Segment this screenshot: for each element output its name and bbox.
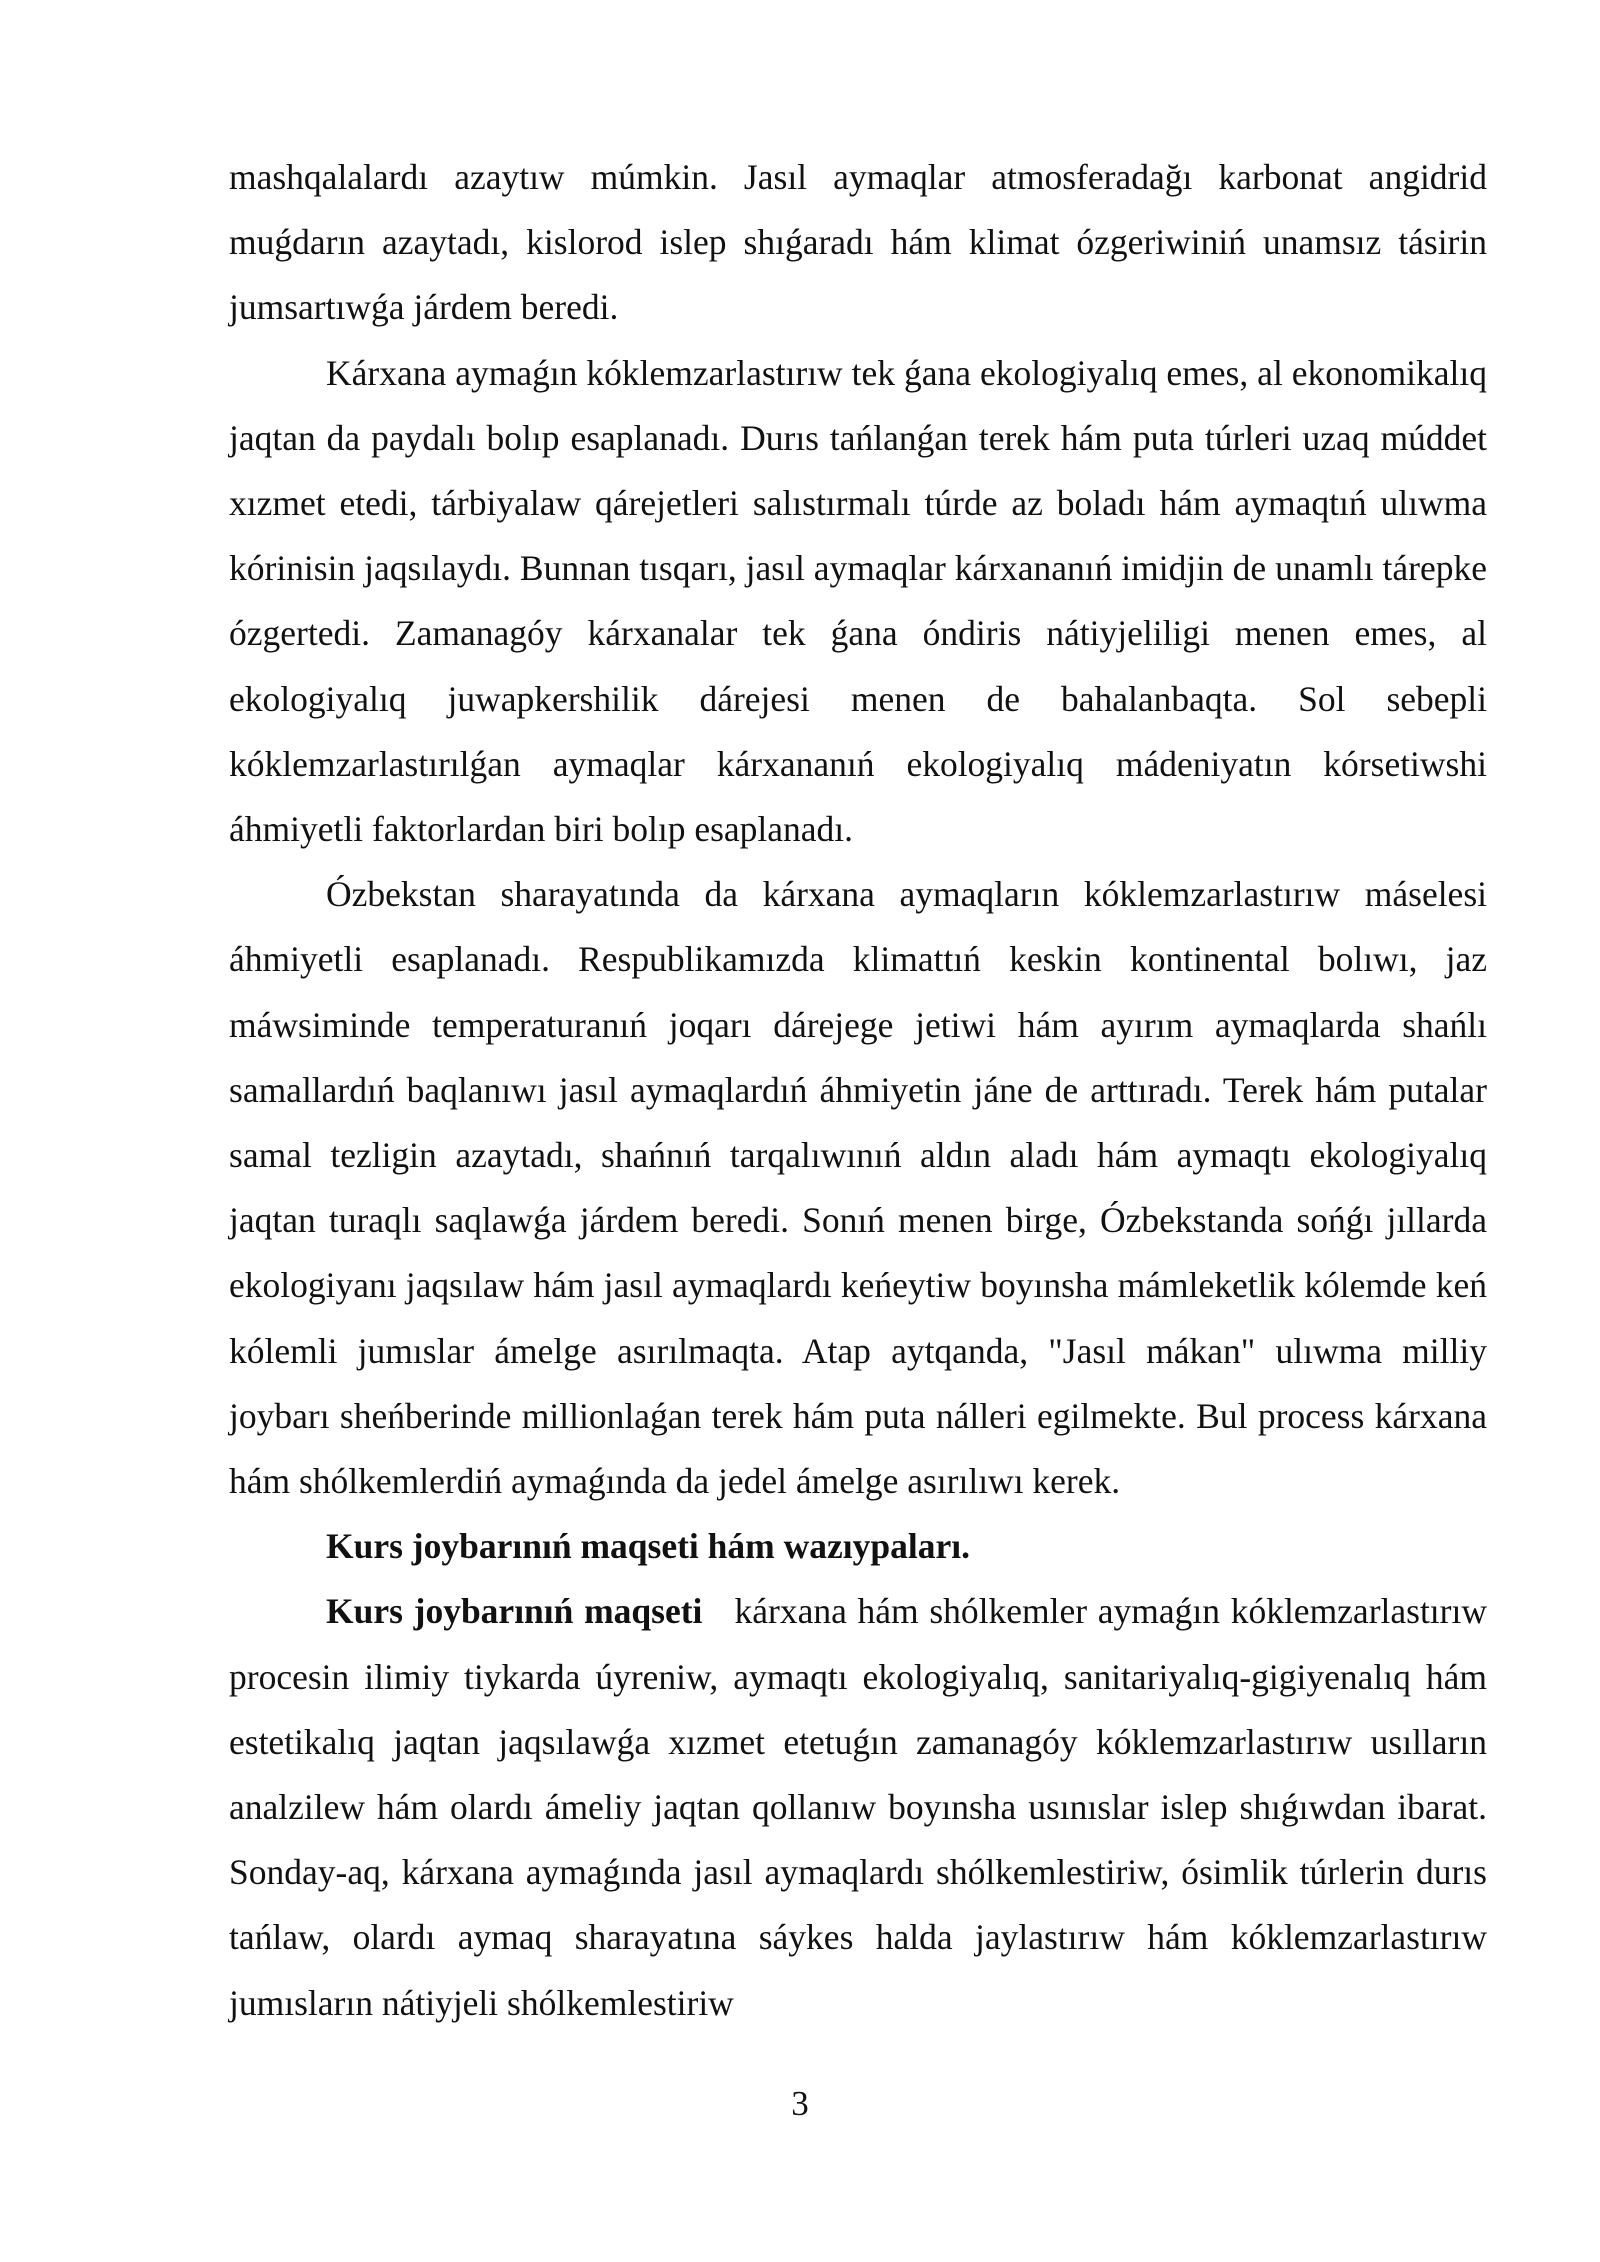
paragraph-continued: mashqalalardı azaytıw múmkin. Jasıl aymaqlar atmosferadağı karbonat angidrid muǵdarın azaytadı, kislorod islep shıǵaradı hám klimat ózgeriwiniń unamsız tásirin jumsartıwǵa járdem beredi. <box>229 157 1487 328</box>
paragraph-uzbekistan-conditions: Ózbekstan sharayatında da kárxana aymaqların kóklemzarlastırıw máselesi áhmiyetli esaplanadı. Respublikamızda klimattıń keskin kontinental bolıwı, jaz máwsiminde temperaturanıń joqarı dárejege jetiwi hám ayırım aymaqlarda shańlı samallardıń baqlanıwı jasıl aymaqlardıń áhmiyetin jáne de arttıradı. Terek hám putalar samal tezligin azaytadı, shańnıń tarqalıwınıń aldın aladı hám aymaqtı ekologiyalıq jaqtan turaqlı saqlawǵa járdem beredi. Sonıń menen birge, Ózbekstanda sońǵı jıllarda ekologiyanı jaqsılaw hám jasıl aymaqlardı keńeytiw boyınsha mámleketlik kólemde keń kólemli jumıslar ámelge asırılmaqta. Atap aytqanda, "Jasıl mákan" ulıwma milliy joybarı sheńberinde millionlaǵan terek hám puta nálleri egilmekte. Bul process kárxana hám shólkemlerdiń aymaǵında da jedel ámelge asırılıwı kerek. <box>229 874 1487 1502</box>
project-goal-label: Kurs joybarınıń maqseti <box>326 1591 703 1632</box>
paragraph-project-goal <box>229 1579 1487 2035</box>
project-goal-text: kárxana hám shólkemler aymaǵın kóklemzarlastırıw procesin ilimiy tiykarda úyreniw, aymaqtı ekologiyalıq, sanitariyalıq-gigiyenalıq hám estetikalıq jaqtan jaqsılawǵa xızmet etetuǵın zamanagóy kóklemzarlastırıw usılların analzilew hám olardı ámeliy jaqtan qollanıw boyınsha usınıslar islep shıǵıwdan ibarat. Sonday-aq, kárxana aymaǵında jasıl aymaqlardı shólkemlestiriw, ósimlik túrlerin durıs tańlaw, olardı aymaq sharayatına sáykes halda jaylastırıw hám kóklemzarlastırıw jumısların nátiyjeli shólkemlestiriw <box>229 1591 1487 2023</box>
section-heading: Kurs joybarınıń maqseti hám wazıypaları. <box>326 1526 970 1567</box>
page-number: 3 <box>791 2084 809 2123</box>
paragraph-economic-benefits: Kárxana aymaǵın kóklemzarlastırıw tek ǵana ekologiyalıq emes, al ekonomikalıq jaqtan da paydalı bolıp esaplanadı. Durıs tańlanǵan terek hám puta túrleri uzaq múddet xızmet etedi, tárbiyalaw qárejetleri salıstırmalı túrde az boladı hám aymaqtıń ulıwma kórinisin jaqsılaydı. Bunnan tısqarı, jasıl aymaqlar kárxananıń imidjin de unamlı tárepke ózgertedi. Zamanagóy kárxanalar tek ǵana óndiris nátiyjeliligi menen emes, al ekologiyalıq juwapkershilik dárejesi menen de bahalanbaqta. Sol sebepli kóklemzarlastırılǵan aymaqlar kárxananıń ekologiyalıq mádeniyatın kórsetiwshi áhmiyetli faktorlardan biri bolıp esaplanadı. <box>229 352 1487 850</box>
body-text <box>229 145 1487 2036</box>
